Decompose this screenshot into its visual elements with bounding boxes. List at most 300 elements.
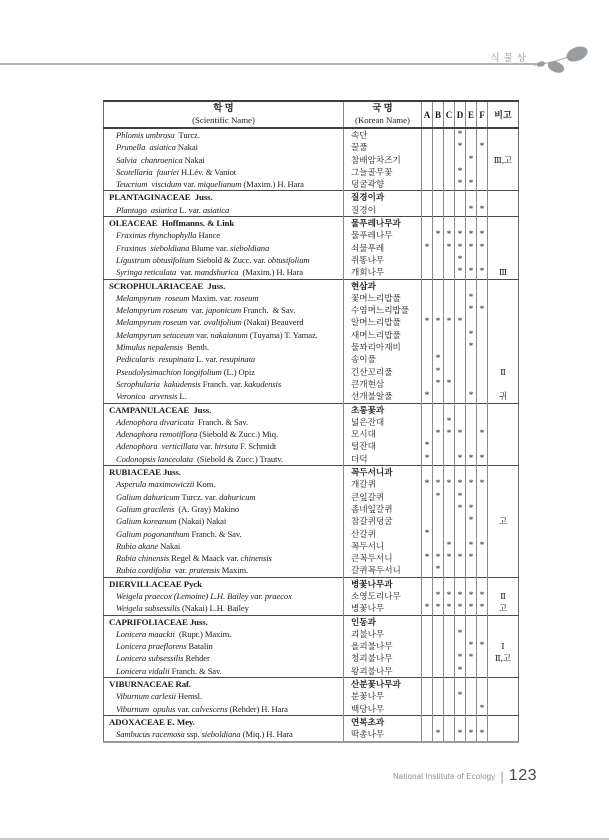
- mark-cell-f: *: [477, 266, 488, 279]
- species-row: [104, 491, 519, 503]
- mark-cell-d: [455, 615, 466, 628]
- mark-cell-a: [422, 341, 433, 353]
- mark-cell-c: *: [444, 229, 455, 241]
- mark-cell-e: [466, 678, 477, 691]
- col-header-a: A: [422, 101, 433, 128]
- mark-cell-c: [444, 191, 455, 204]
- scientific-name-cell: Melampyrum roseum var. japonicum Franch. & Sav.: [116, 305, 296, 316]
- mark-cell-e: *: [466, 515, 477, 527]
- scientific-name-cell: VIBURNACEAE Raf.: [104, 678, 344, 691]
- mark-cell-c: *: [444, 378, 455, 390]
- col-header-d: D: [455, 101, 466, 128]
- flora-table: [103, 100, 519, 743]
- korean-name-cell: 알며느리밥풀: [344, 316, 422, 328]
- mark-cell-e: *: [466, 242, 477, 254]
- note-cell: [488, 178, 519, 191]
- mark-cell-c: [444, 703, 455, 716]
- korean-name-cell: 큰잎갈퀴: [344, 491, 422, 503]
- species-row: [104, 515, 519, 527]
- species-row: [104, 440, 519, 452]
- mark-cell-e: [466, 577, 477, 590]
- korean-name-cell: 좀네잎갈퀴: [344, 503, 422, 515]
- species-row: [104, 628, 519, 640]
- mark-cell-d: *: [455, 503, 466, 515]
- mark-cell-a: *: [422, 602, 433, 615]
- mark-cell-f: [477, 366, 488, 378]
- mark-cell-c: [444, 178, 455, 191]
- mark-cell-d: *: [455, 229, 466, 241]
- mark-cell-a: [422, 466, 433, 479]
- korean-name-cell: 올괴불나무: [344, 640, 422, 652]
- korean-name-cell: 쇠물푸레: [344, 242, 422, 254]
- mark-cell-b: [433, 329, 444, 341]
- mark-cell-e: *: [466, 453, 477, 466]
- scientific-name-cell: RUBIACEAE Juss.: [104, 466, 344, 479]
- note-cell: [488, 403, 519, 416]
- note-cell: [488, 204, 519, 217]
- species-row: [104, 242, 519, 254]
- note-cell: [488, 416, 519, 428]
- species-row: [104, 503, 519, 515]
- mark-cell-b: [433, 416, 444, 428]
- mark-cell-e: *: [466, 292, 477, 304]
- mark-cell-f: [477, 652, 488, 664]
- korean-name-cell: 덩굴곽향: [344, 178, 422, 191]
- mark-cell-f: *: [477, 540, 488, 552]
- note-cell: [488, 491, 519, 503]
- mark-cell-d: *: [455, 665, 466, 678]
- mark-cell-c: *: [444, 552, 455, 564]
- mark-cell-c: [444, 715, 455, 728]
- scientific-name-cell: Weigela subsessilis (Nakai) L.H. Bailey: [116, 603, 249, 614]
- mark-cell-d: [455, 416, 466, 428]
- korean-name-cell: 쥐똥나무: [344, 254, 422, 266]
- footer-separator: |: [500, 768, 504, 784]
- note-cell: [488, 292, 519, 304]
- korean-name-cell: 질경이과: [344, 191, 422, 204]
- mark-cell-e: [466, 615, 477, 628]
- species-row: [104, 690, 519, 702]
- mark-cell-a: [422, 416, 433, 428]
- mark-cell-e: *: [466, 204, 477, 217]
- family-row: [104, 191, 519, 204]
- note-cell: [488, 254, 519, 266]
- mark-cell-f: [477, 690, 488, 702]
- mark-cell-b: [433, 615, 444, 628]
- mark-cell-a: [422, 590, 433, 602]
- note-cell: [488, 690, 519, 702]
- mark-cell-c: [444, 665, 455, 678]
- mark-cell-d: *: [455, 552, 466, 564]
- mark-cell-c: [444, 440, 455, 452]
- mark-cell-a: *: [422, 478, 433, 490]
- mark-cell-e: *: [466, 652, 477, 664]
- mark-cell-a: [422, 503, 433, 515]
- mark-cell-b: *: [433, 590, 444, 602]
- leaf-decoration-icon: [532, 44, 594, 82]
- scientific-name-cell: Veronica arvensis L.: [116, 391, 187, 402]
- korean-name-cell: 괴불나무: [344, 628, 422, 640]
- note-cell: [488, 217, 519, 230]
- mark-cell-d: [455, 217, 466, 230]
- mark-cell-c: [444, 515, 455, 527]
- mark-cell-a: [422, 491, 433, 503]
- mark-cell-c: [444, 652, 455, 664]
- mark-cell-e: [466, 466, 477, 479]
- mark-cell-b: [433, 403, 444, 416]
- mark-cell-f: [477, 628, 488, 640]
- mark-cell-a: [422, 329, 433, 341]
- korean-name-cell: 큰개현삼: [344, 378, 422, 390]
- col-header-f: F: [477, 101, 488, 128]
- scientific-name-cell: Melampyrum roseum Maxim. var. roseum: [116, 292, 259, 303]
- mark-cell-a: [422, 353, 433, 365]
- scientific-name-cell: SCROPHULARIACEAE Juss.: [104, 279, 344, 292]
- species-row: [104, 304, 519, 316]
- mark-cell-a: [422, 166, 433, 178]
- mark-cell-a: [422, 217, 433, 230]
- mark-cell-a: [422, 540, 433, 552]
- species-row: [104, 540, 519, 552]
- mark-cell-e: [466, 416, 477, 428]
- note-cell: [488, 466, 519, 479]
- family-row: [104, 217, 519, 230]
- mark-cell-e: [466, 403, 477, 416]
- mark-cell-d: *: [455, 453, 466, 466]
- scientific-name-cell: Lonicera maackii (Rupr.) Maxim.: [116, 628, 232, 639]
- species-row: [104, 728, 519, 741]
- korean-name-cell: 송이풀: [344, 353, 422, 365]
- mark-cell-f: *: [477, 590, 488, 602]
- mark-cell-c: [444, 577, 455, 590]
- mark-cell-c: [444, 329, 455, 341]
- mark-cell-f: *: [477, 703, 488, 716]
- note-cell: Ⅲ,고: [488, 154, 519, 166]
- mark-cell-c: *: [444, 602, 455, 615]
- scientific-name-cell: Teucrium viscidum var. miquelianum (Maxim.) H. Hara: [116, 179, 304, 190]
- mark-cell-a: [422, 304, 433, 316]
- mark-cell-b: [433, 154, 444, 166]
- mark-cell-f: [477, 341, 488, 353]
- note-cell: [488, 703, 519, 716]
- scientific-name-cell: PLANTAGINACEAE Juss.: [104, 191, 344, 204]
- note-cell: [488, 316, 519, 328]
- mark-cell-f: [477, 329, 488, 341]
- mark-cell-c: *: [444, 478, 455, 490]
- publisher-name: National Institute of Ecology: [392, 771, 496, 781]
- mark-cell-e: *: [466, 602, 477, 615]
- family-row: [104, 678, 519, 691]
- mark-cell-a: [422, 577, 433, 590]
- note-cell: Ⅱ: [488, 590, 519, 602]
- mark-cell-e: [466, 254, 477, 266]
- mark-cell-d: *: [455, 128, 466, 141]
- mark-cell-f: [477, 154, 488, 166]
- species-row: [104, 366, 519, 378]
- mark-cell-d: *: [455, 690, 466, 702]
- korean-name-cell: 참갈퀴덩굴: [344, 515, 422, 527]
- species-row: [104, 528, 519, 540]
- korean-name-cell: 물푸레나무과: [344, 217, 422, 230]
- mark-cell-e: [466, 703, 477, 716]
- mark-cell-f: [477, 166, 488, 178]
- mark-cell-b: [433, 178, 444, 191]
- korean-name-cell: 꼭두서니과: [344, 466, 422, 479]
- mark-cell-a: *: [422, 242, 433, 254]
- mark-cell-a: [422, 141, 433, 153]
- mark-cell-b: [433, 690, 444, 702]
- mark-cell-f: *: [477, 728, 488, 741]
- mark-cell-f: [477, 491, 488, 503]
- note-cell: [488, 503, 519, 515]
- mark-cell-c: [444, 266, 455, 279]
- species-row: [104, 292, 519, 304]
- note-cell: [488, 528, 519, 540]
- mark-cell-d: [455, 341, 466, 353]
- note-cell: [488, 279, 519, 292]
- note-cell: 고: [488, 515, 519, 527]
- mark-cell-c: [444, 503, 455, 515]
- mark-cell-c: [444, 204, 455, 217]
- scientific-name-cell: Codonopsis lanceolata (Siebold & Zucc.) Trautv.: [116, 453, 283, 464]
- mark-cell-e: *: [466, 178, 477, 191]
- mark-cell-d: *: [455, 178, 466, 191]
- mark-cell-a: [422, 366, 433, 378]
- mark-cell-b: *: [433, 478, 444, 490]
- mark-cell-b: [433, 665, 444, 678]
- scientific-name-cell: Pseudolysimachion longifolium (L.) Opiz: [116, 366, 255, 377]
- mark-cell-d: [455, 540, 466, 552]
- mark-cell-f: [477, 552, 488, 564]
- mark-cell-b: [433, 540, 444, 552]
- mark-cell-e: [466, 366, 477, 378]
- mark-cell-c: [444, 528, 455, 540]
- mark-cell-b: *: [433, 564, 444, 577]
- mark-cell-e: *: [466, 590, 477, 602]
- mark-cell-a: [422, 640, 433, 652]
- mark-cell-c: *: [444, 416, 455, 428]
- mark-cell-a: [422, 279, 433, 292]
- note-cell: [488, 615, 519, 628]
- species-row: [104, 316, 519, 328]
- note-cell: [488, 166, 519, 178]
- note-cell: [488, 378, 519, 390]
- korean-name-cell: 넓은잔대: [344, 416, 422, 428]
- scientific-name-cell: Sambucus racemosa ssp. sieboldiana (Miq.) H. Hara: [116, 729, 293, 740]
- mark-cell-d: [455, 715, 466, 728]
- col-header-korean-name: 국 명 (Korean Name): [344, 101, 422, 128]
- species-row: [104, 353, 519, 365]
- korean-name-cell: 물꽈리아재비: [344, 341, 422, 353]
- mark-cell-d: [455, 204, 466, 217]
- note-cell: [488, 552, 519, 564]
- species-row: [104, 552, 519, 564]
- mark-cell-a: [422, 652, 433, 664]
- scientific-name-cell: Lonicera vidalii Franch. & Sav.: [116, 665, 222, 676]
- note-cell: [488, 128, 519, 141]
- mark-cell-e: *: [466, 229, 477, 241]
- scientific-name-cell: Rubia cordifolia var. pratensis Maxim.: [116, 565, 249, 576]
- scientific-name-cell: Mimulus nepalensis Benth.: [116, 342, 209, 353]
- mark-cell-b: *: [433, 378, 444, 390]
- mark-cell-f: [477, 615, 488, 628]
- mark-cell-c: [444, 564, 455, 577]
- mark-cell-a: [422, 728, 433, 741]
- korean-name-cell: 물푸레나무: [344, 229, 422, 241]
- note-cell: [488, 329, 519, 341]
- mark-cell-c: *: [444, 428, 455, 440]
- mark-cell-e: [466, 628, 477, 640]
- note-cell: [488, 728, 519, 741]
- species-row: [104, 453, 519, 466]
- note-cell: [488, 242, 519, 254]
- mark-cell-d: [455, 366, 466, 378]
- korean-name-cell: 현삼과: [344, 279, 422, 292]
- note-cell: [488, 678, 519, 691]
- mark-cell-f: *: [477, 478, 488, 490]
- korean-name-cell: 산갈퀴: [344, 528, 422, 540]
- mark-cell-f: [477, 564, 488, 577]
- mark-cell-a: [422, 628, 433, 640]
- mark-cell-f: [477, 416, 488, 428]
- mark-cell-b: [433, 242, 444, 254]
- mark-cell-d: [455, 304, 466, 316]
- mark-cell-b: *: [433, 316, 444, 328]
- mark-cell-a: [422, 378, 433, 390]
- note-cell: Ⅰ: [488, 640, 519, 652]
- mark-cell-e: [466, 279, 477, 292]
- scientific-name-cell: Scutellaria fauriei H.Lév. & Vaniot: [116, 166, 237, 177]
- note-cell: [488, 304, 519, 316]
- mark-cell-b: [433, 715, 444, 728]
- scientific-name-cell: Galium koreanum (Nakai) Nakai: [116, 516, 227, 527]
- section-label: 식물상: [490, 53, 530, 64]
- scientific-name-cell: Viburnum carlesii Hemsl.: [116, 691, 203, 702]
- note-cell: [488, 540, 519, 552]
- mark-cell-d: [455, 564, 466, 577]
- mark-cell-b: [433, 292, 444, 304]
- note-cell: [488, 191, 519, 204]
- mark-cell-b: [433, 652, 444, 664]
- mark-cell-d: [455, 378, 466, 390]
- col-header-c: C: [444, 101, 455, 128]
- mark-cell-e: [466, 564, 477, 577]
- mark-cell-b: [433, 628, 444, 640]
- mark-cell-b: [433, 279, 444, 292]
- korean-name-cell: 개회나무: [344, 266, 422, 279]
- scientific-name-cell: Ligustrum obtusifolium Siebold & Zucc. var. obtusifolium: [116, 254, 310, 265]
- mark-cell-e: [466, 440, 477, 452]
- mark-cell-f: [477, 292, 488, 304]
- mark-cell-f: [477, 217, 488, 230]
- species-row: [104, 590, 519, 602]
- mark-cell-c: *: [444, 242, 455, 254]
- korean-name-cell: 새며느리밥풀: [344, 329, 422, 341]
- mark-cell-d: *: [455, 254, 466, 266]
- mark-cell-e: *: [466, 266, 477, 279]
- mark-cell-a: [422, 690, 433, 702]
- col-header-note: 비고: [488, 101, 519, 128]
- species-row: [104, 266, 519, 279]
- mark-cell-d: [455, 640, 466, 652]
- korean-name-cell: 분꽃나무: [344, 690, 422, 702]
- scientific-name-cell: Adenophora divaricata Franch. & Sav.: [116, 416, 249, 427]
- mark-cell-c: *: [444, 316, 455, 328]
- mark-cell-b: *: [433, 602, 444, 615]
- mark-cell-d: [455, 292, 466, 304]
- family-row: [104, 403, 519, 416]
- mark-cell-c: [444, 640, 455, 652]
- scientific-name-cell: Lonicera praeflorens Batalin: [116, 641, 213, 652]
- mark-cell-e: [466, 715, 477, 728]
- mark-cell-b: [433, 254, 444, 266]
- species-row: [104, 166, 519, 178]
- mark-cell-b: [433, 304, 444, 316]
- scientific-name-cell: Adenophora verticillata var. hirsuta F. Schmidt: [116, 441, 277, 452]
- mark-cell-b: [433, 341, 444, 353]
- mark-cell-b: *: [433, 366, 444, 378]
- mark-cell-e: *: [466, 503, 477, 515]
- note-cell: [488, 229, 519, 241]
- species-row: [104, 390, 519, 403]
- scientific-name-cell: Plantago asiatica L. var. asiatica: [116, 204, 230, 215]
- mark-cell-f: [477, 403, 488, 416]
- note-cell: [488, 628, 519, 640]
- mark-cell-a: [422, 178, 433, 191]
- col-header-e: E: [466, 101, 477, 128]
- col-header-scientific-name: 학 명 (Scientific Name): [104, 101, 344, 128]
- mark-cell-d: [455, 191, 466, 204]
- scientific-name-cell: Syringa reticulata var. mandshurica (Maxim.) H. Hara: [116, 267, 303, 278]
- family-row: [104, 279, 519, 292]
- scientific-name-cell: OLEACEAE Hoffmanns. & Link: [104, 217, 344, 230]
- species-row: [104, 341, 519, 353]
- mark-cell-e: *: [466, 640, 477, 652]
- mark-cell-b: [433, 640, 444, 652]
- scientific-name-cell: CAMPANULACEAE Juss.: [104, 403, 344, 416]
- mark-cell-e: [466, 128, 477, 141]
- mark-cell-d: *: [455, 628, 466, 640]
- mark-cell-e: [466, 665, 477, 678]
- scientific-name-cell: Asperula maximowiczii Kom.: [116, 479, 216, 490]
- note-cell: [488, 428, 519, 440]
- mark-cell-b: [433, 466, 444, 479]
- species-row: [104, 378, 519, 390]
- note-cell: 고: [488, 602, 519, 615]
- korean-name-cell: 더덕: [344, 453, 422, 466]
- mark-cell-a: *: [422, 453, 433, 466]
- mark-cell-b: [433, 390, 444, 403]
- note-cell: [488, 341, 519, 353]
- scientific-name-cell: Scrophularia kakudensis Franch. var. kakudensis: [116, 378, 282, 389]
- scientific-name-cell: Melampyrum setaceum var. nakaianum (Tuyama) T. Yamaz.: [116, 329, 318, 340]
- mark-cell-d: [455, 353, 466, 365]
- mark-cell-c: [444, 341, 455, 353]
- note-cell: [488, 141, 519, 153]
- species-row: [104, 204, 519, 217]
- mark-cell-c: [444, 491, 455, 503]
- scientific-name-cell: ADOXACEAE E. Mey.: [104, 715, 344, 728]
- mark-cell-e: [466, 191, 477, 204]
- mark-cell-e: [466, 353, 477, 365]
- scientific-name-cell: Fraxinus rhynchophylla Hance: [116, 230, 220, 241]
- korean-name-cell: 꼭두서니: [344, 540, 422, 552]
- scientific-name-cell: Rubia chinensis Regel & Maack var. chinensis: [116, 553, 272, 564]
- korean-name-cell: 갈퀴꼭두서니: [344, 564, 422, 577]
- table-header-row: [104, 101, 519, 128]
- mark-cell-a: [422, 715, 433, 728]
- mark-cell-e: [466, 690, 477, 702]
